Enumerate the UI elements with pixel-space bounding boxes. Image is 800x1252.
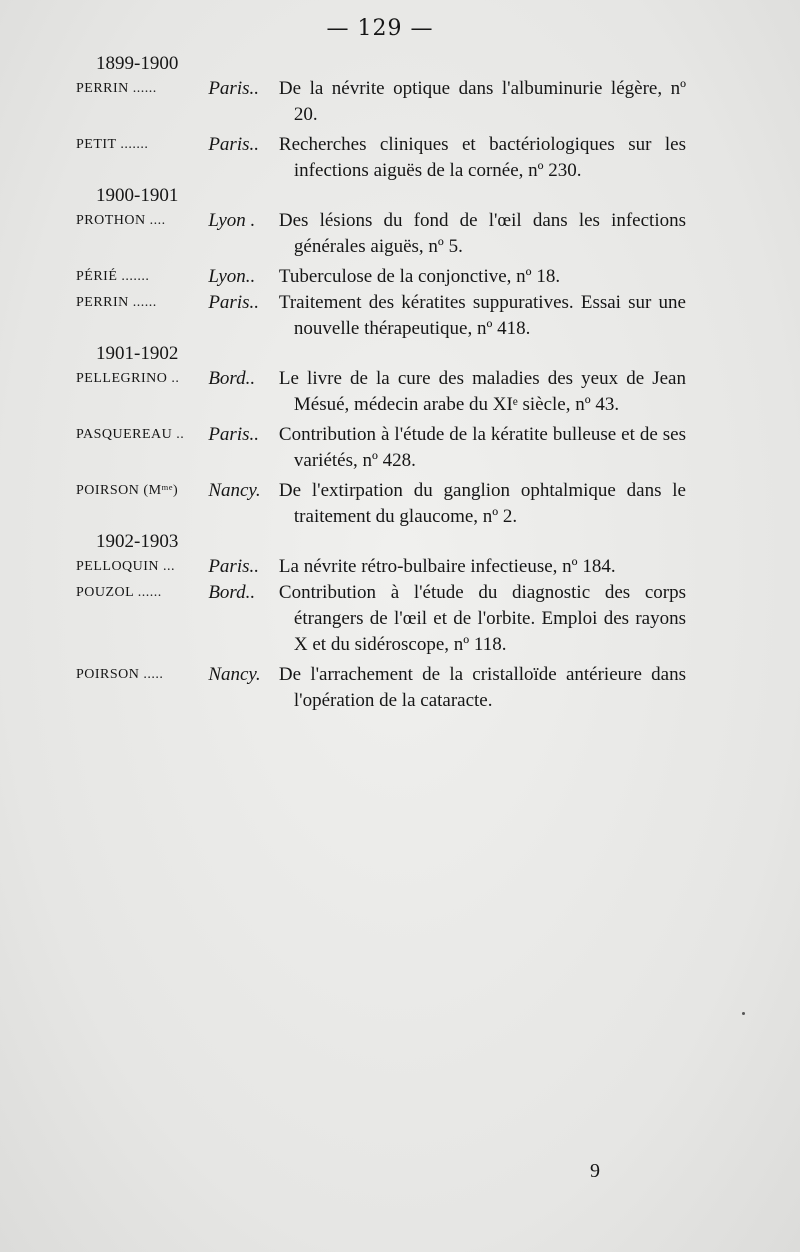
city-name: Lyon . [208, 210, 256, 231]
list-item [76, 478, 686, 530]
thesis-title: Recherches cliniques et bactériologiques sur les infections aiguës de la cornée, nº 230. [278, 134, 686, 181]
paper-speck [742, 1012, 745, 1015]
author-name: PERRIN ...... [76, 295, 157, 310]
author-name: PROTHON .... [76, 213, 166, 228]
year-heading: 1899-1900 [96, 53, 179, 74]
author-name: PASQUEREAU .. [76, 427, 185, 442]
author-name: POUZOL ...... [76, 585, 162, 600]
author-name: PERRIN ...... [76, 81, 157, 96]
year-heading: 1902-1903 [96, 531, 179, 552]
city-name: Bord.. [208, 368, 256, 389]
thesis-title: De la névrite optique dans l'albuminurie légère, nº 20. [278, 78, 686, 125]
city-name: Lyon.. [208, 266, 256, 287]
thesis-title: Traitement des kératites suppuratives. Essai sur une nouvelle thérapeutique, nº 418. [278, 292, 686, 339]
thesis-title: Contribution à l'étude de la kératite bulleuse et de ses variétés, nº 428. [278, 424, 686, 471]
thesis-title: De l'extirpation du ganglion ophtalmique dans le traitement du glaucome, nº 2. [278, 480, 686, 527]
year-heading: 1900-1901 [96, 185, 179, 206]
city-name: Nancy. [208, 664, 261, 685]
list-item [76, 422, 686, 474]
thesis-title: Le livre de la cure des maladies des yeux de Jean Mésué, médecin arabe du XIᵉ siècle, nº 43. [278, 368, 686, 415]
city-name: Paris.. [208, 556, 260, 577]
list-item [76, 264, 686, 290]
list-item [76, 662, 686, 714]
list-item [76, 554, 686, 580]
city-name: Paris.. [208, 292, 260, 313]
list-item [76, 132, 686, 184]
signature-mark: 9 [590, 1160, 600, 1182]
author-name: POIRSON (Mᵐᵉ) [76, 483, 179, 498]
author-name: POIRSON ..... [76, 667, 164, 682]
thesis-title: Contribution à l'étude du diagnostic des corps étrangers de l'œil et de l'orbite. Emploi des rayons X et du sidéroscope, nº 118. [278, 582, 686, 655]
thesis-title: De l'arrachement de la cristalloïde antérieure dans l'opération de la cataracte. [278, 664, 686, 711]
thesis-title: La névrite rétro-bulbaire infectieuse, nº 184. [278, 556, 616, 577]
year-heading: 1901-1902 [96, 343, 179, 364]
city-name: Bord.. [208, 582, 256, 603]
author-name: PELLOQUIN ... [76, 559, 176, 574]
author-name: PETIT ....... [76, 137, 149, 152]
author-name: PELLEGRINO .. [76, 371, 180, 386]
city-name: Nancy. [208, 480, 261, 501]
list-item [76, 580, 686, 658]
list-item [76, 76, 686, 128]
list-item [76, 366, 686, 418]
list-item [76, 208, 686, 260]
author-name: PÉRIÉ ....... [76, 269, 150, 284]
list-item [76, 290, 686, 342]
thesis-list [76, 52, 686, 714]
thesis-title: Des lésions du fond de l'œil dans les infections générales aiguës, nº 5. [278, 210, 686, 257]
city-name: Paris.. [208, 134, 260, 155]
city-name: Paris.. [208, 78, 260, 99]
city-name: Paris.. [208, 424, 260, 445]
thesis-title: Tuberculose de la conjonctive, nº 18. [278, 266, 561, 287]
page-number: — 129 — [326, 16, 434, 41]
